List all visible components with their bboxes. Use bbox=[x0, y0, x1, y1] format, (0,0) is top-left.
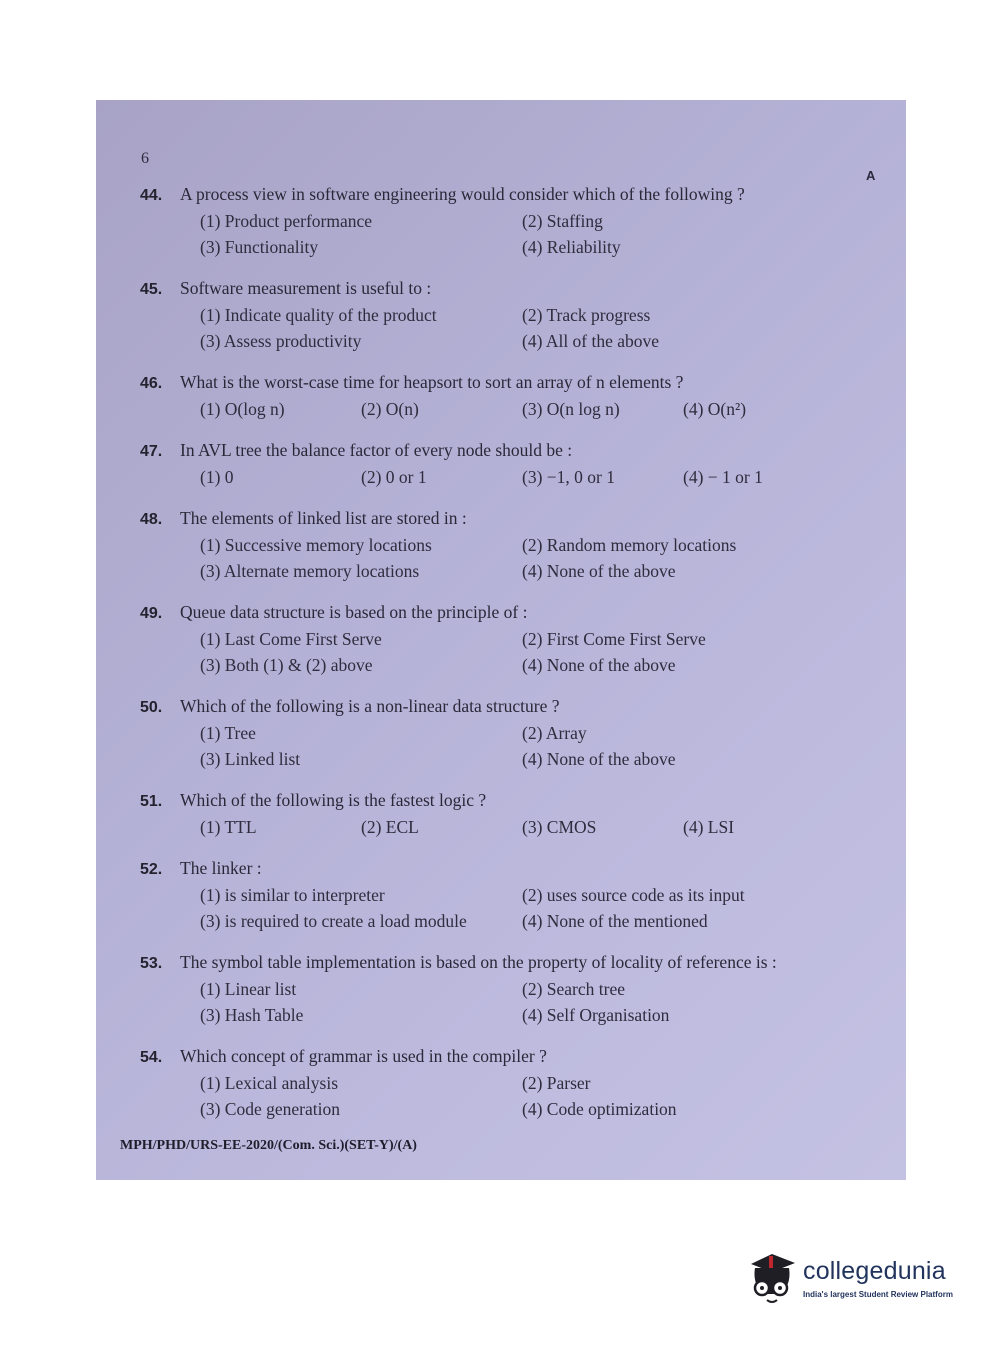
answer-option: (2) O(n) bbox=[361, 399, 419, 419]
answer-option: (2) 0 or 1 bbox=[361, 467, 427, 487]
answer-option: (2) Track progress bbox=[522, 305, 651, 325]
answer-option: (4) LSI bbox=[683, 817, 735, 837]
answer-option: (4) Code optimization bbox=[522, 1099, 677, 1119]
answer-option: (3) Alternate memory locations bbox=[200, 561, 420, 581]
answer-option: (2) ECL bbox=[361, 817, 419, 837]
question-stem bbox=[140, 440, 870, 461]
question-stem bbox=[140, 858, 870, 879]
option-grid bbox=[200, 467, 870, 488]
question-block bbox=[140, 278, 870, 352]
question-stem bbox=[140, 278, 870, 299]
answer-option: (4) None of the above bbox=[522, 655, 676, 675]
answer-option: (3) is required to create a load module bbox=[200, 911, 467, 931]
answer-option: (3) −1, 0 or 1 bbox=[522, 467, 615, 487]
answer-option: (3) Code generation bbox=[200, 1099, 340, 1119]
answer-option: (1) TTL bbox=[200, 817, 257, 837]
question-number: 50. bbox=[140, 699, 163, 716]
brand-name: collegedunia bbox=[803, 1256, 946, 1285]
question-text: The symbol table implementation is based on the property of locality of reference is : bbox=[180, 952, 777, 972]
answer-option: (2) Random memory locations bbox=[522, 535, 737, 555]
answer-option: (4) Self Organisation bbox=[522, 1005, 670, 1025]
question-stem bbox=[140, 952, 870, 973]
question-text: In AVL tree the balance factor of every node should be : bbox=[180, 440, 573, 460]
answer-option: (2) First Come First Serve bbox=[522, 629, 706, 649]
option-grid bbox=[200, 629, 870, 676]
answer-option: (4) All of the above bbox=[522, 331, 660, 351]
answer-option: (1) is similar to interpreter bbox=[200, 885, 385, 905]
answer-option: (1) Indicate quality of the product bbox=[200, 305, 437, 325]
answer-option: (4) None of the above bbox=[522, 561, 676, 581]
answer-option: (1) 0 bbox=[200, 467, 234, 487]
answer-option: (4) − 1 or 1 bbox=[683, 467, 763, 487]
question-block bbox=[140, 858, 870, 932]
question-text: What is the worst-case time for heapsort to sort an array of n elements ? bbox=[180, 372, 684, 392]
question-stem bbox=[140, 790, 870, 811]
set-letter: A bbox=[866, 168, 876, 183]
answer-option: (3) CMOS bbox=[522, 817, 597, 837]
question-number: 47. bbox=[140, 443, 163, 460]
question-block bbox=[140, 602, 870, 676]
mascot-icon bbox=[745, 1250, 799, 1306]
question-number: 53. bbox=[140, 955, 163, 972]
answer-option: (1) Lexical analysis bbox=[200, 1073, 339, 1093]
answer-option: (4) None of the above bbox=[522, 749, 676, 769]
question-text: Which concept of grammar is used in the compiler ? bbox=[180, 1046, 547, 1066]
question-block bbox=[140, 790, 870, 838]
answer-option: (2) uses source code as its input bbox=[522, 885, 745, 905]
option-grid bbox=[200, 1073, 870, 1120]
answer-option: (1) Product performance bbox=[200, 211, 373, 231]
option-grid bbox=[200, 817, 870, 838]
question-stem bbox=[140, 602, 870, 623]
option-grid bbox=[200, 885, 870, 932]
answer-option: (2) Array bbox=[522, 723, 587, 743]
paper-code-footer: MPH/PHD/URS-EE-2020/(Com. Sci.)(SET-Y)/(A) bbox=[120, 1138, 417, 1153]
question-text: The elements of linked list are stored in : bbox=[180, 508, 467, 528]
question-text: Which of the following is the fastest logic ? bbox=[180, 790, 487, 810]
option-grid bbox=[200, 399, 870, 420]
question-block bbox=[140, 952, 870, 1026]
answer-option: (4) None of the mentioned bbox=[522, 911, 708, 931]
question-list bbox=[140, 184, 870, 1140]
answer-option: (3) Linked list bbox=[200, 749, 301, 769]
answer-option: (3) Assess productivity bbox=[200, 331, 362, 351]
answer-option: (1) Tree bbox=[200, 723, 256, 743]
option-grid bbox=[200, 211, 870, 258]
answer-option: (3) O(n log n) bbox=[522, 399, 620, 419]
answer-option: (2) Parser bbox=[522, 1073, 591, 1093]
exam-page-photo bbox=[96, 100, 906, 1180]
question-text: Which of the following is a non-linear data structure ? bbox=[180, 696, 560, 716]
answer-option: (3) Hash Table bbox=[200, 1005, 304, 1025]
question-number: 48. bbox=[140, 511, 163, 528]
answer-option: (3) Both (1) & (2) above bbox=[200, 655, 373, 675]
answer-option: (2) Search tree bbox=[522, 979, 625, 999]
page-number: 6 bbox=[141, 150, 149, 167]
question-number: 45. bbox=[140, 281, 163, 298]
answer-option: (1) O(log n) bbox=[200, 399, 285, 419]
question-number: 49. bbox=[140, 605, 163, 622]
question-text: Queue data structure is based on the principle of : bbox=[180, 602, 528, 622]
answer-option: (2) Staffing bbox=[522, 211, 603, 231]
brand-tagline: India's largest Student Review Platform bbox=[803, 1289, 953, 1299]
question-number: 54. bbox=[140, 1049, 163, 1066]
question-block bbox=[140, 696, 870, 770]
question-number: 52. bbox=[140, 861, 163, 878]
question-stem bbox=[140, 696, 870, 717]
question-block bbox=[140, 440, 870, 488]
question-text: A process view in software engineering would consider which of the following ? bbox=[180, 184, 745, 204]
question-block bbox=[140, 1046, 870, 1120]
question-stem bbox=[140, 184, 870, 205]
question-stem bbox=[140, 372, 870, 393]
question-text: The linker : bbox=[180, 858, 262, 878]
answer-option: (1) Linear list bbox=[200, 979, 297, 999]
question-block bbox=[140, 372, 870, 420]
question-number: 46. bbox=[140, 375, 163, 392]
question-number: 44. bbox=[140, 187, 163, 204]
answer-option: (1) Last Come First Serve bbox=[200, 629, 382, 649]
answer-option: (4) Reliability bbox=[522, 237, 621, 257]
option-grid bbox=[200, 535, 870, 582]
answer-option: (4) O(n²) bbox=[683, 399, 747, 419]
question-text: Software measurement is useful to : bbox=[180, 278, 432, 298]
option-grid bbox=[200, 723, 870, 770]
question-stem bbox=[140, 508, 870, 529]
question-block bbox=[140, 508, 870, 582]
answer-option: (1) Successive memory locations bbox=[200, 535, 432, 555]
question-block bbox=[140, 184, 870, 258]
collegedunia-logo bbox=[745, 1250, 953, 1306]
answer-option: (3) Functionality bbox=[200, 237, 319, 257]
question-number: 51. bbox=[140, 793, 163, 810]
option-grid bbox=[200, 305, 870, 352]
question-stem bbox=[140, 1046, 870, 1067]
option-grid bbox=[200, 979, 870, 1026]
